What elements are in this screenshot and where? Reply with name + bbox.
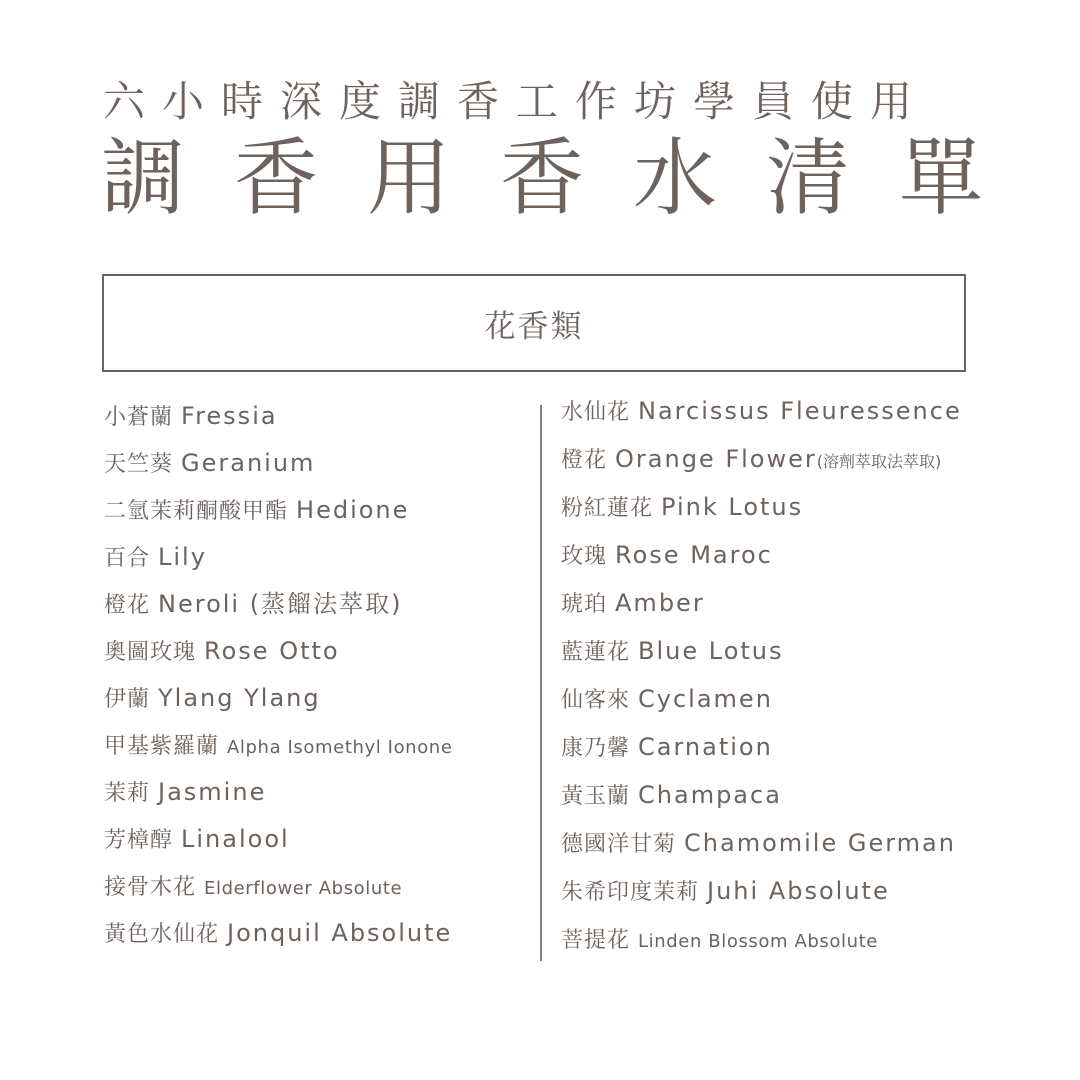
item-en-name: Alpha Isomethyl Ionone bbox=[227, 737, 453, 758]
list-item bbox=[104, 628, 453, 675]
list-item bbox=[561, 531, 962, 579]
list-item bbox=[104, 487, 453, 534]
fragrance-list-left bbox=[104, 393, 453, 957]
item-zh-name: 朱希印度茉莉 bbox=[561, 880, 700, 905]
item-en-name: Jasmine bbox=[158, 778, 267, 806]
item-zh-name: 橙花 bbox=[104, 593, 151, 618]
item-note: (溶劑萃取法萃取) bbox=[816, 452, 942, 471]
item-en-name: Lily bbox=[158, 543, 207, 571]
item-zh-name: 小蒼蘭 bbox=[104, 405, 174, 430]
list-item bbox=[104, 769, 453, 816]
item-zh-name: 甲基紫羅蘭 bbox=[104, 734, 220, 759]
item-zh-name: 接骨木花 bbox=[104, 875, 197, 900]
item-zh-name: 芳樟醇 bbox=[104, 828, 174, 853]
list-item bbox=[561, 579, 962, 627]
item-zh-name: 茉莉 bbox=[104, 781, 151, 806]
item-en-name: Ylang Ylang bbox=[158, 684, 321, 712]
item-en-name: Carnation bbox=[638, 733, 773, 761]
item-en-name: Juhi Absolute bbox=[707, 877, 890, 905]
page-title: 調香用香水清單 bbox=[101, 129, 1033, 227]
category-label: 花香類 bbox=[484, 308, 584, 345]
list-item bbox=[104, 675, 453, 722]
list-item bbox=[561, 675, 962, 723]
item-en-name: Pink Lotus bbox=[661, 493, 804, 521]
item-zh-name: 二氫茉莉酮酸甲酯 bbox=[104, 499, 289, 524]
list-item bbox=[561, 627, 962, 675]
item-en-name: Champaca bbox=[638, 781, 782, 809]
item-zh-name: 百合 bbox=[104, 546, 151, 571]
item-zh-name: 水仙花 bbox=[561, 400, 631, 425]
item-en-name: Chamomile German bbox=[684, 829, 956, 857]
item-zh-name: 德國洋甘菊 bbox=[561, 832, 677, 857]
list-item bbox=[561, 915, 962, 963]
item-en-name: Linalool bbox=[181, 825, 290, 853]
list-item bbox=[561, 483, 962, 531]
list-item bbox=[561, 387, 962, 435]
list-item bbox=[104, 534, 453, 581]
list-item bbox=[561, 435, 962, 483]
list-item bbox=[104, 722, 453, 769]
list-item bbox=[561, 867, 962, 915]
item-zh-name: 天竺葵 bbox=[104, 452, 174, 477]
item-zh-name: 仙客來 bbox=[561, 688, 631, 713]
item-zh-name: 伊蘭 bbox=[104, 687, 151, 712]
item-en-name: Fressia bbox=[181, 402, 278, 430]
item-en-name: Elderflower Absolute bbox=[204, 878, 403, 899]
list-item bbox=[561, 819, 962, 867]
item-en-name: Cyclamen bbox=[638, 685, 773, 713]
list-item bbox=[104, 393, 453, 440]
list-item bbox=[561, 771, 962, 819]
item-zh-name: 玫瑰 bbox=[561, 544, 608, 569]
item-en-name: Rose Otto bbox=[204, 637, 340, 665]
list-item bbox=[104, 863, 453, 910]
fragrance-list-right bbox=[561, 387, 962, 963]
list-item bbox=[561, 723, 962, 771]
item-en-name: Blue Lotus bbox=[638, 637, 784, 665]
column-divider bbox=[540, 405, 542, 961]
item-zh-name: 康乃馨 bbox=[561, 736, 631, 761]
item-en-name: Geranium bbox=[181, 449, 316, 477]
item-en-name: Narcissus Fleuressence bbox=[638, 397, 962, 425]
list-item bbox=[104, 816, 453, 863]
item-zh-name: 黃玉蘭 bbox=[561, 784, 631, 809]
item-en-name: Jonquil Absolute bbox=[227, 919, 453, 947]
item-zh-name: 菩提花 bbox=[561, 928, 631, 953]
item-en-name: Hedione bbox=[296, 496, 410, 524]
item-en-name: Rose Maroc bbox=[615, 541, 773, 569]
list-item bbox=[104, 910, 453, 957]
item-zh-name: 琥珀 bbox=[561, 592, 608, 617]
item-en-name: Amber bbox=[615, 589, 705, 617]
list-item bbox=[104, 581, 453, 628]
item-zh-name: 奧圖玫瑰 bbox=[104, 640, 197, 665]
list-item bbox=[104, 440, 453, 487]
category-header-box bbox=[102, 274, 966, 372]
item-en-name: Neroli (蒸餾法萃取) bbox=[158, 590, 403, 618]
item-zh-name: 粉紅蓮花 bbox=[561, 496, 654, 521]
item-en-name: Orange Flower bbox=[615, 445, 817, 473]
item-zh-name: 藍蓮花 bbox=[561, 640, 631, 665]
item-en-name: Linden Blossom Absolute bbox=[638, 931, 878, 952]
item-zh-name: 橙花 bbox=[561, 448, 608, 473]
item-zh-name: 黃色水仙花 bbox=[104, 922, 220, 947]
page-subtitle: 六小時深度調香工作坊學員使用 bbox=[103, 77, 930, 126]
